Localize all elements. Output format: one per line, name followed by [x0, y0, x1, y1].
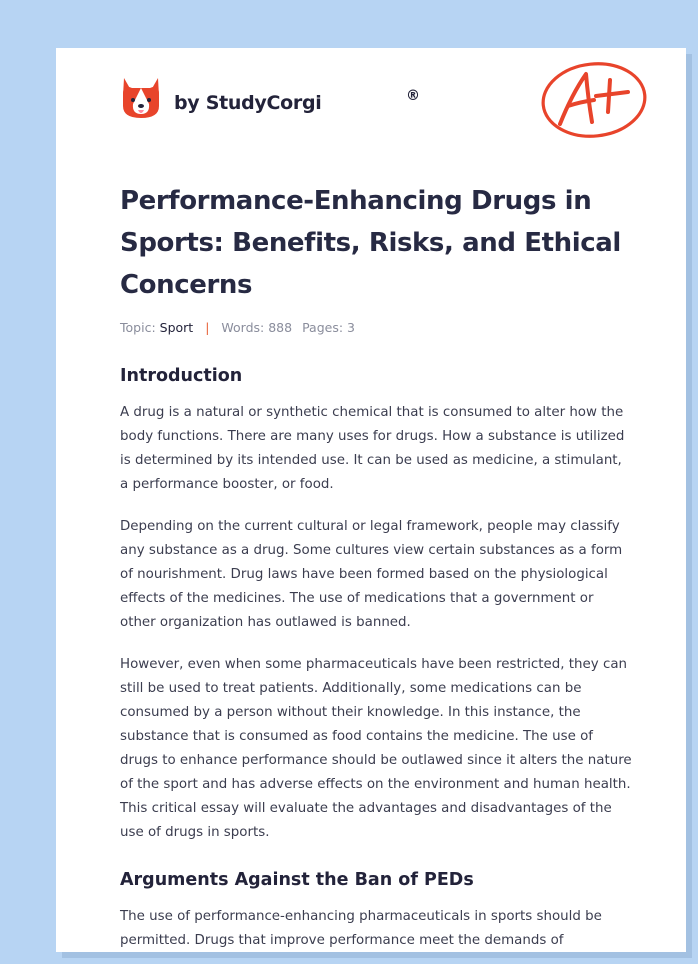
paragraph: However, even when some pharmaceuticals have been restricted, they can still be used to treat patients. Additionally, some medications can be consumed by a person without their knowledge. In this instance, the substance that is consumed as food contains the medicine. The use of drugs to enhance performance should be outlawed since it alters the nature of the sport and has adverse effects on the environment and human health. This critical essay will evaluate the advantages and disadvantages of the use of drugs in sports.	[120, 657, 632, 840]
section-heading-introduction: Introduction	[120, 366, 243, 386]
grade-badge-icon	[538, 58, 650, 140]
paragraph: Depending on the current cultural or legal framework, people may classify any substance as a drug. Some cultures view certain substances as a form of nourishment. Drug laws have been formed based on the physiological effects of the medicines. The use of medications that a government or other organization has outlawed is banned.	[120, 519, 623, 630]
brand-name: by StudyCorgi	[174, 92, 322, 114]
meta-separator: |	[205, 320, 210, 335]
page-title: Performance-Enhancing Drugs in Sports: Benefits, Risks, and Ethical Concerns	[120, 186, 621, 300]
section-heading-arguments: Arguments Against the Ban of PEDs	[120, 870, 474, 890]
document-page	[56, 48, 686, 952]
word-count: Words: 888	[221, 320, 293, 335]
topic-label: Topic:	[120, 320, 156, 335]
corgi-logo-icon	[120, 76, 162, 120]
registered-mark: ®	[406, 88, 420, 104]
topic-link[interactable]: Sport	[159, 320, 194, 335]
article	[120, 180, 632, 952]
page-count: Pages: 3	[302, 320, 355, 335]
paragraph: The use of performance-enhancing pharmaceuticals in sports should be permitted. Drugs that improve performance meet the demands of	[120, 909, 602, 948]
article-meta	[120, 320, 632, 335]
paragraph: A drug is a natural or synthetic chemical that is consumed to alter how the body functions. There are many uses for drugs. How a substance is utilized is determined by its intended use. It can be used as medicine, a stimulant, a performance booster, or food.	[120, 405, 625, 492]
